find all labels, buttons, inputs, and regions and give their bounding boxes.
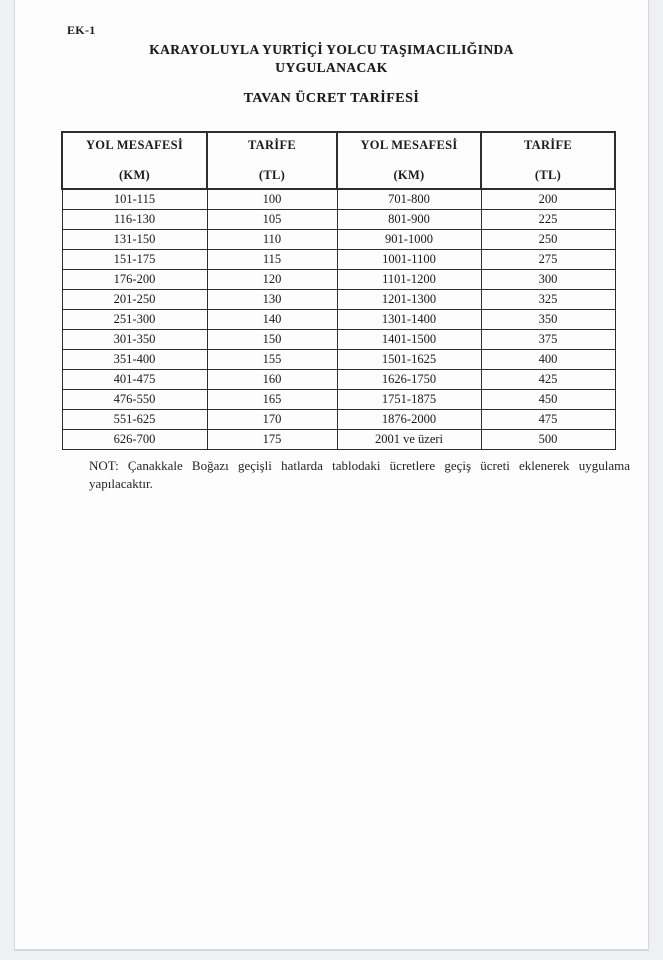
- note-text: NOT: Çanakkale Boğazı geçişli hatlarda tablodaki ücretlere geçiş ücreti eklenerek uygulama yapılacaktır.: [89, 458, 630, 491]
- table-cell: 401-475: [62, 369, 207, 389]
- table-cell: 2001 ve üzeri: [337, 429, 481, 449]
- document-title: [15, 41, 648, 77]
- document-subtitle: TAVAN ÜCRET TARİFESİ: [243, 91, 420, 106]
- table-row: [62, 249, 615, 269]
- table-cell: 1101-1200: [337, 269, 481, 289]
- table-cell: 1301-1400: [337, 309, 481, 329]
- table-cell: 151-175: [62, 249, 207, 269]
- table-cell: 475: [481, 409, 615, 429]
- table-cell: 1876-2000: [337, 409, 481, 429]
- table-row: [62, 389, 615, 409]
- table-cell: 801-900: [337, 209, 481, 229]
- table-row: [62, 369, 615, 389]
- table-cell: 1626-1750: [337, 369, 481, 389]
- table-cell: 150: [207, 329, 337, 349]
- table-cell: 325: [481, 289, 615, 309]
- table-cell: 155: [207, 349, 337, 369]
- table-cell: 551-625: [62, 409, 207, 429]
- table-cell: 1501-1625: [337, 349, 481, 369]
- table-cell: 201-250: [62, 289, 207, 309]
- table-cell: 250: [481, 229, 615, 249]
- table-cell: 140: [207, 309, 337, 329]
- table-cell: 120: [207, 269, 337, 289]
- table-row: [62, 429, 615, 449]
- header-cell-tariff-2: [481, 132, 615, 189]
- table-cell: 225: [481, 209, 615, 229]
- table-row: [62, 289, 615, 309]
- table-cell: 165: [207, 389, 337, 409]
- table-cell: 901-1000: [337, 229, 481, 249]
- table-row: [62, 189, 615, 209]
- annex-label: EK-1: [67, 23, 96, 37]
- tariff-table: [61, 131, 616, 450]
- header-tariff-label: TARİFE: [523, 138, 573, 152]
- table-cell: 130: [207, 289, 337, 309]
- header-tariff-label: TARİFE: [247, 138, 297, 152]
- header-cell-tariff-1: [207, 132, 337, 189]
- table-cell: 450: [481, 389, 615, 409]
- table-cell: 160: [207, 369, 337, 389]
- table-cell: 251-300: [62, 309, 207, 329]
- table-row: [62, 269, 615, 289]
- table-header-row: [62, 132, 615, 189]
- table-cell: 110: [207, 229, 337, 249]
- table-cell: 300: [481, 269, 615, 289]
- table-cell: 275: [481, 249, 615, 269]
- table-cell: 116-130: [62, 209, 207, 229]
- table-row: [62, 409, 615, 429]
- table-cell: 701-800: [337, 189, 481, 209]
- table-cell: 175: [207, 429, 337, 449]
- table-cell: 375: [481, 329, 615, 349]
- header-distance-label: YOL MESAFESİ: [360, 138, 458, 152]
- table-cell: 301-350: [62, 329, 207, 349]
- table-cell: 170: [207, 409, 337, 429]
- table-row: [62, 229, 615, 249]
- header-tariff-unit: (TL): [534, 168, 562, 182]
- header-cell-distance-1: [62, 132, 207, 189]
- table-cell: 1201-1300: [337, 289, 481, 309]
- header-cell-distance-2: [337, 132, 481, 189]
- table-cell: 626-700: [62, 429, 207, 449]
- header-distance-unit: (KM): [118, 168, 151, 182]
- table-cell: 500: [481, 429, 615, 449]
- table-cell: 105: [207, 209, 337, 229]
- table-cell: 476-550: [62, 389, 207, 409]
- header-distance-unit: (KM): [393, 168, 425, 182]
- table-cell: 351-400: [62, 349, 207, 369]
- table-cell: 131-150: [62, 229, 207, 249]
- table-cell: 1751-1875: [337, 389, 481, 409]
- table-cell: 1401-1500: [337, 329, 481, 349]
- table-cell: 350: [481, 309, 615, 329]
- table-row: [62, 309, 615, 329]
- table-row: [62, 349, 615, 369]
- title-line-2: UYGULANACAK: [275, 60, 388, 75]
- table-cell: 400: [481, 349, 615, 369]
- table-cell: 1001-1100: [337, 249, 481, 269]
- table-body: [62, 189, 615, 449]
- table-cell: 200: [481, 189, 615, 209]
- table-cell: 176-200: [62, 269, 207, 289]
- table-cell: 101-115: [62, 189, 207, 209]
- table-cell: 115: [207, 249, 337, 269]
- document-page: [14, 0, 649, 951]
- header-tariff-unit: (TL): [258, 168, 286, 182]
- header-distance-label: YOL MESAFESİ: [85, 138, 184, 152]
- table-row: [62, 329, 615, 349]
- table-cell: 425: [481, 369, 615, 389]
- table-cell: 100: [207, 189, 337, 209]
- title-line-1: KARAYOLUYLA YURTİÇİ YOLCU TAŞIMACILIĞINDA: [149, 42, 514, 57]
- table-row: [62, 209, 615, 229]
